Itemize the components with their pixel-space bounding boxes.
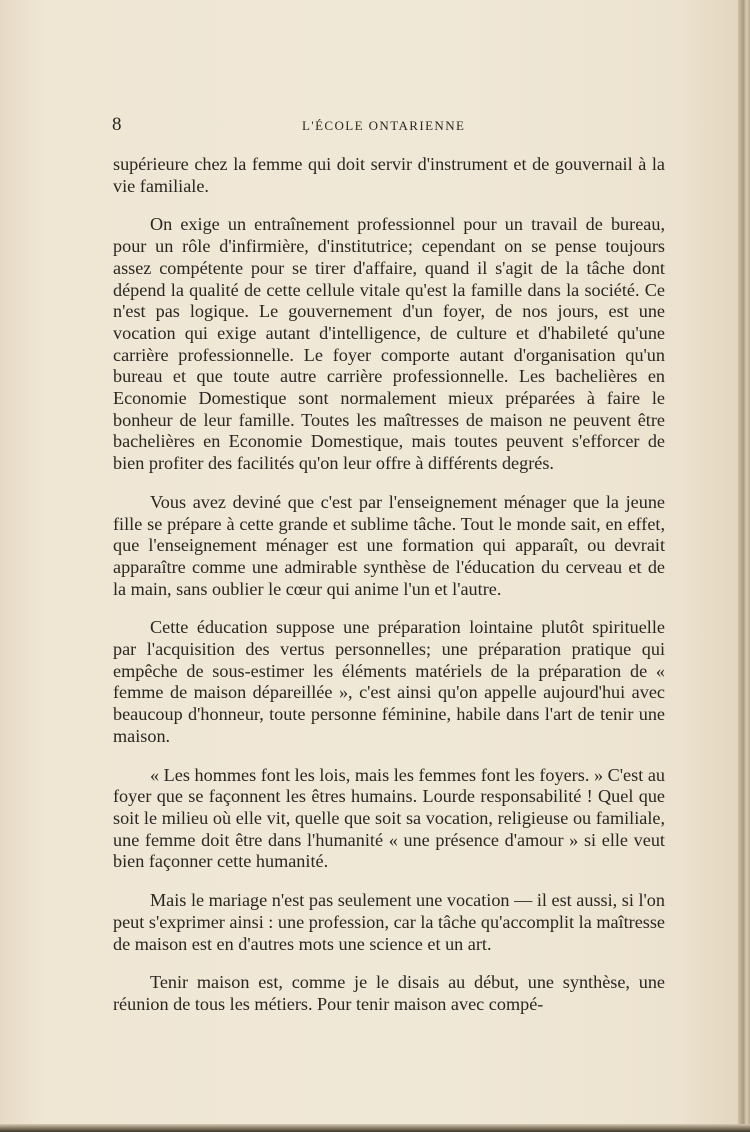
page-header xyxy=(112,114,664,138)
paragraph-continuation: supérieure chez la femme qui doit servir d'instrument et de gouvernail à la vie familiale. xyxy=(113,154,665,196)
page-edge-shadow xyxy=(738,0,750,1132)
paragraph-professional-training: On exige un entraînement professionnel pour un travail de bureau, pour un rôle d'infirmière, d'institutrice; cependant on se pense toujours assez compétente pour se tirer d'affaire, quand il s'agit de la tâche dont dépend la qualité de cette cellule vitale qu'est la famille dans la société. Ce n'est pas logique. Le gouvernement d'un foyer, de nos jours, est une vocation qui exige autant d'intelligence, de culture et d'habileté qu'une carrière professionnelle. Le foyer comporte autant d'organisation qu'un bureau et que toute autre carrière professionnelle. Les bachelières en Economie Domestique sont normalement mieux préparées à faire le bonheur de leur famille. Toutes les maîtresses de maison ne peuvent être bachelières en Economie Domestique, mais toutes peuvent s'efforcer de bien profiter des facilités qu'on leur offre à différents degrés. xyxy=(113,214,665,474)
paragraph-marriage: Mais le mariage n'est pas seulement une vocation — il est aussi, si l'on peut s'exprimer ainsi : une profession, car la tâche qu'accomplit la maîtresse de maison est en d'autres mots une science et un art. xyxy=(113,890,665,954)
paragraph-quote-foyers: « Les hommes font les lois, mais les femmes font les foyers. » C'est au foyer que se façonnent les êtres humains. Lourde responsabilité ! Quel que soit le milieu où elle vit, quelle que soit sa vocation, religieuse ou familiale, une femme doit être dans l'humanité « une présence d'amour » si elle veut bien façonner cette humanité. xyxy=(113,764,665,872)
page-number: 8 xyxy=(112,114,122,135)
body-text xyxy=(113,154,665,1033)
page-bottom-edge xyxy=(0,1124,750,1132)
running-title: L'ÉCOLE ONTARIENNE xyxy=(302,118,466,133)
paragraph-synthesis: Tenir maison est, comme je le disais au début, une synthèse, une réunion de tous les métiers. Pour tenir maison avec compé- xyxy=(113,972,665,1014)
paragraph-education: Cette éducation suppose une préparation lointaine plutôt spirituelle par l'acquisition des vertus personnelles; une préparation pratique qui empêche de sous-estimer les éléments matériels de la préparation de « femme de maison dépareillée », c'est ainsi qu'on appelle aujourd'hui avec beaucoup d'honneur, toute personne féminine, habile dans l'art de tenir une maison. xyxy=(113,617,665,746)
paragraph-household-teaching: Vous avez deviné que c'est par l'enseignement ménager que la jeune fille se prépare à cette grande et sublime tâche. Tout le monde sait, en effet, que l'enseignement ménager est une formation qui apparaît, ou devrait apparaître comme une admirable synthèse de l'éducation du cerveau et de la main, sans oublier le cœur qui anime l'un et l'autre. xyxy=(113,491,665,599)
